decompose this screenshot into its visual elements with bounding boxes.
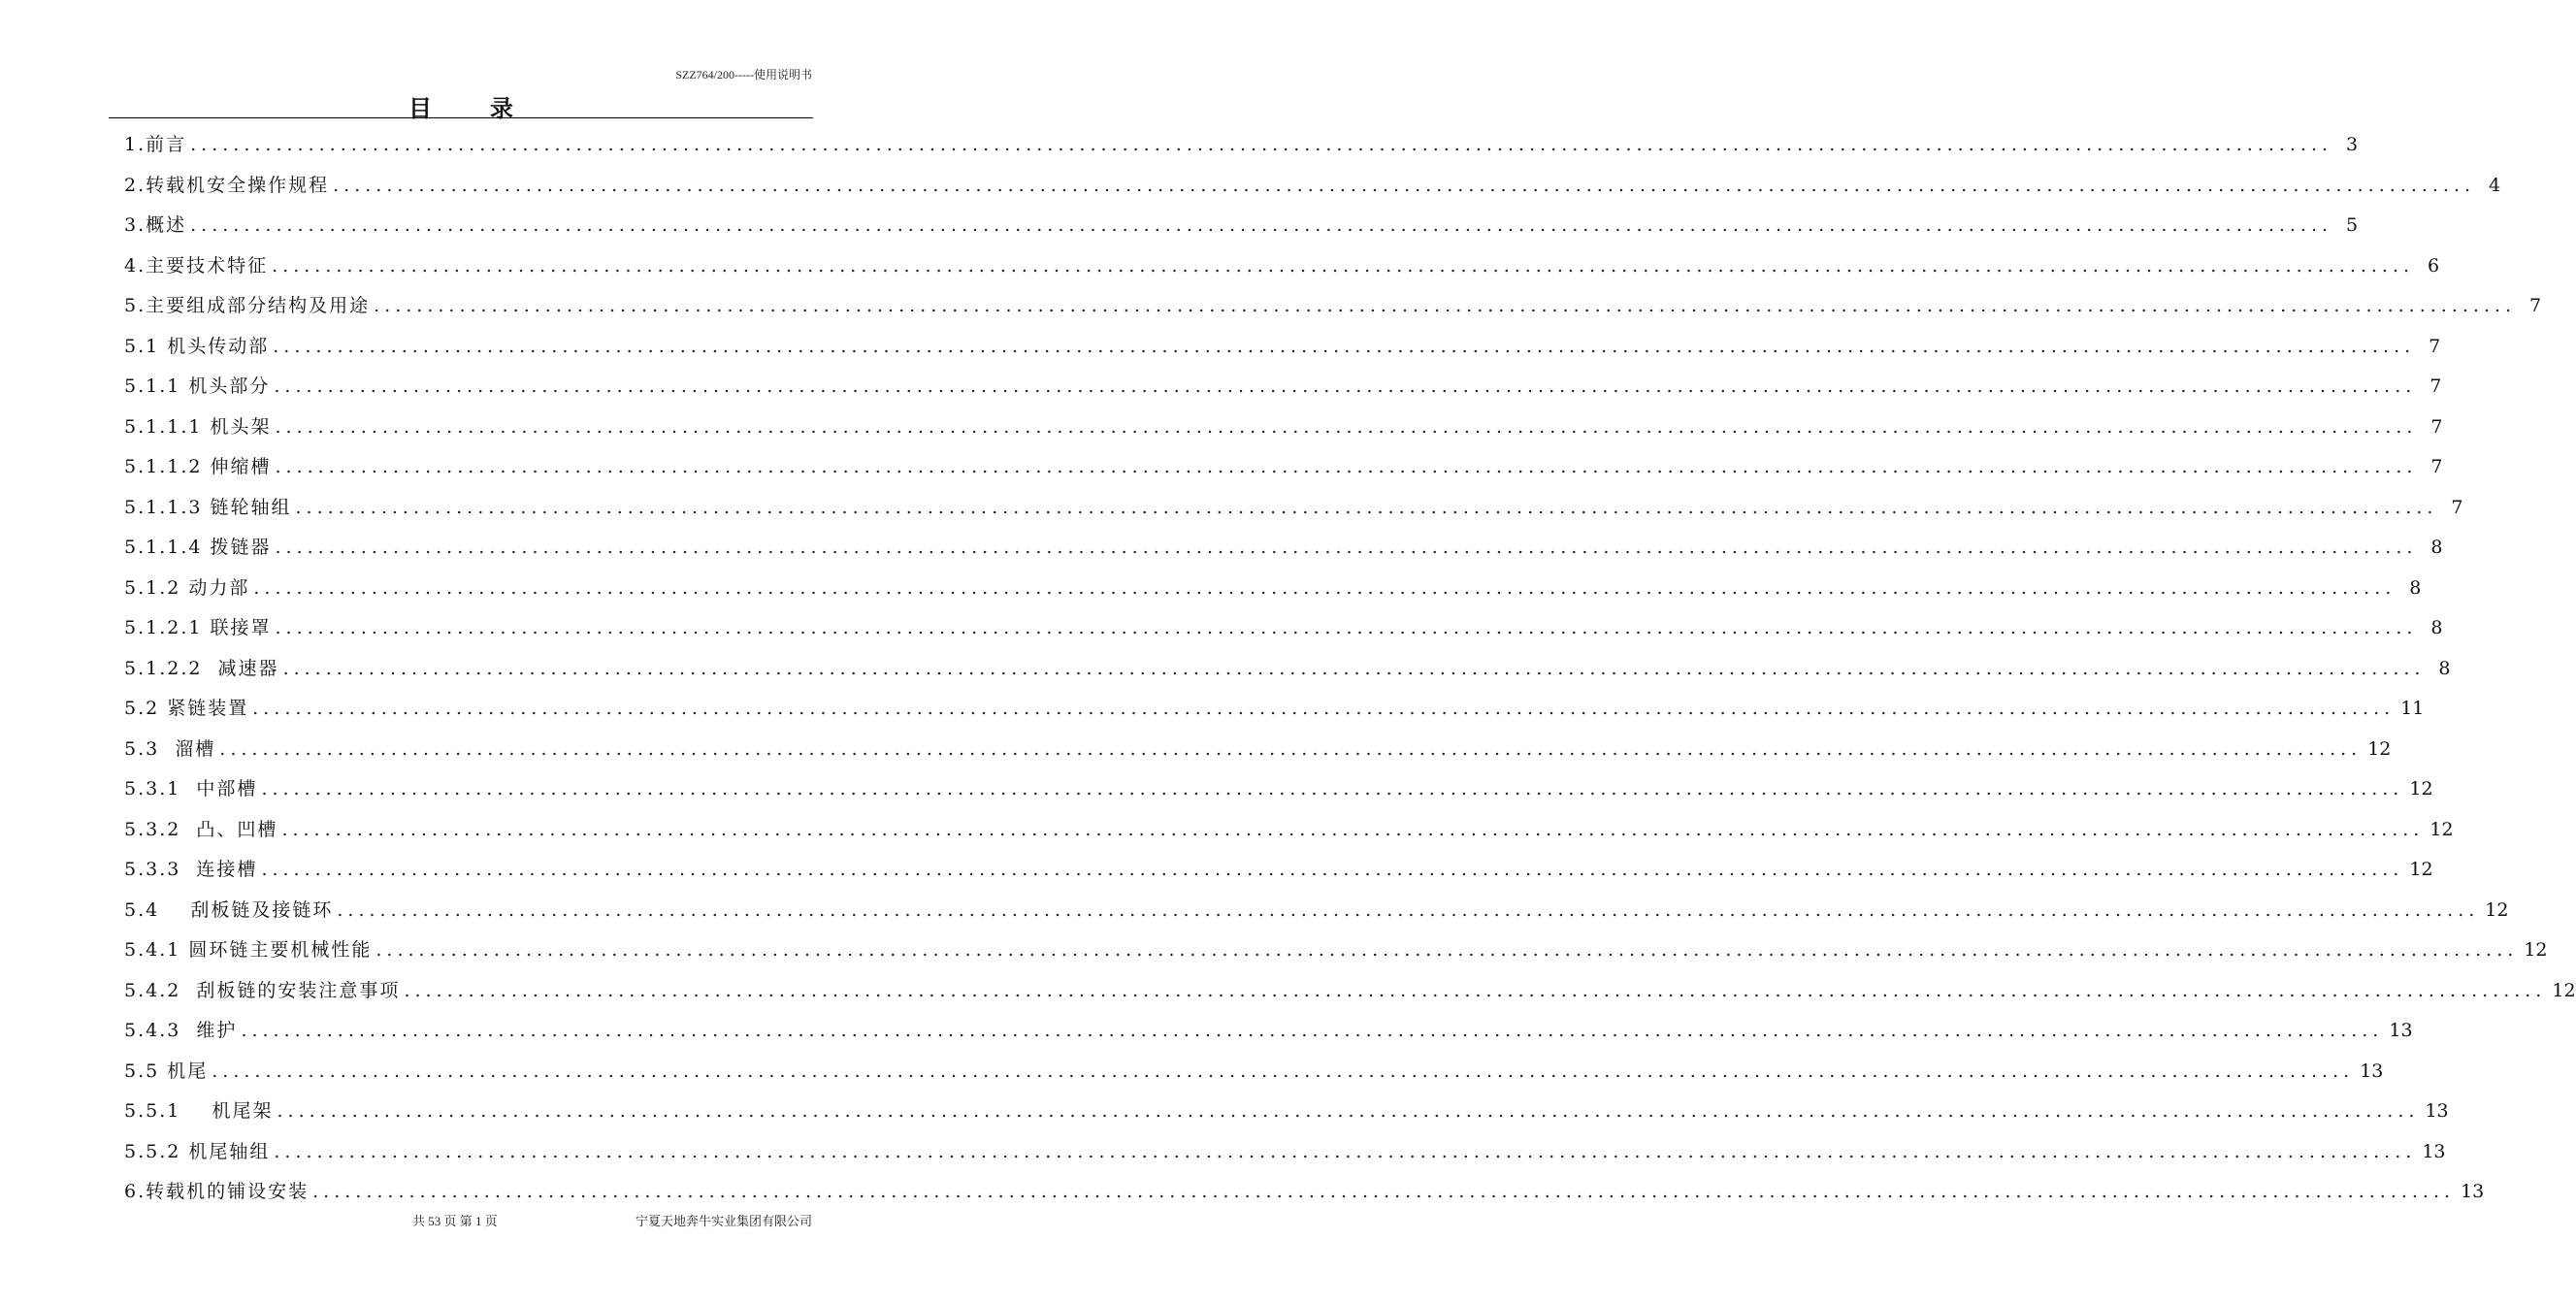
toc-entry[interactable] (124, 1011, 2413, 1052)
toc-leader-dots: ........................................................................................................................................................................................................ (261, 859, 2404, 880)
toc-entry-page: 12 (2367, 737, 2392, 760)
page-title: 目录 (408, 95, 571, 122)
toc-leader-dots: ........................................................................................................................................................................................................ (281, 818, 2425, 840)
toc-entry-label: 5.4.3 维护 (124, 1020, 238, 1041)
table-of-contents (124, 125, 2576, 1213)
toc-entry-page: 12 (2409, 778, 2433, 799)
toc-entry-label: 5.2 紧链装置 (124, 698, 249, 719)
toc-entry-page: 6 (2427, 254, 2440, 277)
toc-entry-label: 5.1.2.2 减速器 (124, 657, 279, 679)
toc-entry[interactable] (124, 649, 2451, 690)
toc-entry-label: 5.3.1 中部槽 (124, 778, 258, 799)
toc-leader-dots: ........................................................................................................................................................................................................ (337, 898, 2480, 921)
toc-leader-dots: ........................................................................................................................................................................................................ (274, 1140, 2417, 1162)
toc-entry-page: 7 (2528, 295, 2542, 316)
toc-leader-dots: ........................................................................................................................................................................................................ (275, 537, 2418, 558)
toc-entry[interactable] (124, 166, 2501, 207)
toc-entry-page: 12 (2485, 898, 2509, 921)
toc-entry-label: 2.转载机安全操作规程 (124, 174, 330, 196)
toc-entry-label: 3.概述 (124, 214, 187, 236)
toc-entry[interactable] (124, 930, 2548, 971)
toc-entry-label: 5.1.1.1 机头架 (124, 415, 272, 438)
toc-entry-page: 13 (2425, 1100, 2449, 1122)
toc-leader-dots: ........................................................................................................................................................................................................ (275, 415, 2418, 438)
toc-entry-label: 5.1.1.4 拨链器 (124, 537, 272, 558)
toc-entry[interactable] (124, 488, 2463, 529)
toc-leader-dots: ........................................................................................................................................................................................................ (275, 456, 2418, 477)
toc-leader-dots: ........................................................................................................................................................................................................ (190, 214, 2333, 236)
toc-entry-label: 5.5.1 机尾架 (124, 1100, 274, 1122)
toc-leader-dots: ........................................................................................................................................................................................................ (375, 939, 2519, 961)
company-name: 宁夏天地奔牛实业集团有限公司 (635, 1214, 812, 1228)
toc-entry-page: 7 (2451, 496, 2463, 518)
toc-entry[interactable] (124, 689, 2425, 730)
toc-entry-page: 8 (2409, 576, 2422, 599)
header-rule (109, 117, 813, 118)
toc-entry[interactable] (124, 569, 2422, 609)
toc-leader-dots: ........................................................................................................................................................................................................ (282, 657, 2426, 679)
toc-entry-page: 7 (2429, 375, 2442, 397)
toc-leader-dots: ........................................................................................................................................................................................................ (277, 1100, 2420, 1122)
toc-entry-label: 5.3.2 凸、凹槽 (124, 818, 278, 840)
toc-leader-dots: ........................................................................................................................................................................................................ (219, 737, 2363, 760)
toc-leader-dots: ........................................................................................................................................................................................................ (241, 1020, 2384, 1041)
toc-entry-label: 4.主要技术特征 (124, 254, 269, 277)
toc-entry-label: 5.4.2 刮板链的安装注意事项 (124, 979, 401, 1001)
toc-leader-dots: ........................................................................................................................................................................................................ (312, 1181, 2456, 1202)
toc-entry-label: 5.1 机头传动部 (124, 335, 270, 357)
toc-entry-label: 5.5 机尾 (124, 1060, 209, 1082)
toc-entry[interactable] (124, 850, 2433, 891)
toc-leader-dots: ........................................................................................................................................................................................................ (374, 295, 2517, 316)
toc-entry-label: 5.3 溜槽 (124, 737, 216, 760)
toc-entry-label: 1.前言 (124, 134, 187, 155)
toc-leader-dots: ........................................................................................................................................................................................................ (275, 617, 2418, 638)
toc-entry-page: 5 (2345, 214, 2359, 236)
toc-entry[interactable] (124, 1172, 2485, 1213)
toc-entry[interactable] (124, 528, 2443, 569)
toc-entry-label: 6.转载机的铺设安装 (124, 1181, 310, 1202)
toc-entry-page: 8 (2438, 657, 2451, 679)
toc-entry-page: 12 (2429, 818, 2454, 840)
toc-entry-page: 8 (2430, 617, 2443, 638)
toc-entry-label: 5.1.1.2 伸缩槽 (124, 456, 272, 477)
toc-entry-label: 5.4.1 圆环链主要机械性能 (124, 939, 373, 961)
toc-leader-dots: ........................................................................................................................................................................................................ (190, 134, 2333, 155)
document-reference: SZZ764/200-----使用说明书 (675, 68, 812, 82)
toc-entry[interactable] (124, 608, 2443, 649)
toc-entry-page: 12 (2409, 859, 2433, 880)
toc-leader-dots: ........................................................................................................................................................................................................ (261, 778, 2404, 799)
toc-entry[interactable] (124, 971, 2576, 1012)
toc-entry[interactable] (124, 730, 2392, 770)
toc-entry[interactable] (124, 286, 2542, 327)
toc-entry-label: 5.4 刮板链及接链环 (124, 898, 334, 921)
toc-entry[interactable] (124, 367, 2442, 408)
toc-leader-dots: ........................................................................................................................................................................................................ (212, 1060, 2355, 1082)
toc-entry-page: 3 (2345, 134, 2359, 155)
toc-entry-page: 13 (2422, 1140, 2446, 1162)
toc-entry[interactable] (124, 327, 2441, 368)
toc-entry-label: 5.3.3 连接槽 (124, 859, 258, 880)
toc-entry-page: 4 (2488, 174, 2501, 196)
toc-entry[interactable] (124, 408, 2443, 448)
toc-leader-dots: ........................................................................................................................................................................................................ (295, 496, 2438, 518)
toc-entry[interactable] (124, 1052, 2384, 1093)
toc-entry-label: 5.1.1.3 链轮轴组 (124, 496, 292, 518)
toc-entry-page: 7 (2429, 335, 2441, 357)
toc-leader-dots: ........................................................................................................................................................................................................ (272, 254, 2415, 277)
toc-leader-dots: ........................................................................................................................................................................................................ (404, 979, 2547, 1001)
toc-entry[interactable] (124, 1092, 2449, 1132)
toc-entry-label: 5.1.1 机头部分 (124, 375, 271, 397)
toc-entry-label: 5.主要组成部分结构及用途 (124, 295, 371, 316)
toc-entry-label: 5.1.2.1 联接罩 (124, 617, 272, 638)
toc-entry-page: 13 (2360, 1060, 2384, 1082)
page-count: 共 53 页 第 1 页 (412, 1214, 498, 1228)
toc-leader-dots: ........................................................................................................................................................................................................ (273, 335, 2416, 357)
toc-entry-page: 8 (2430, 537, 2443, 558)
toc-entry[interactable] (124, 810, 2454, 851)
toc-entry[interactable] (124, 447, 2443, 488)
toc-entry[interactable] (124, 1132, 2446, 1173)
toc-entry-page: 13 (2461, 1181, 2485, 1202)
toc-leader-dots: ........................................................................................................................................................................................................ (253, 576, 2397, 599)
toc-leader-dots: ........................................................................................................................................................................................................ (333, 174, 2476, 196)
toc-leader-dots: ........................................................................................................................................................................................................ (274, 375, 2417, 397)
toc-entry[interactable] (124, 891, 2509, 931)
toc-entry[interactable] (124, 769, 2433, 810)
toc-entry-page: 7 (2430, 415, 2443, 438)
toc-entry[interactable] (124, 246, 2440, 287)
toc-entry-page: 12 (2552, 979, 2576, 1001)
toc-entry-page: 7 (2430, 456, 2443, 477)
toc-leader-dots: ........................................................................................................................................................................................................ (252, 698, 2396, 719)
toc-entry-page: 11 (2400, 698, 2425, 719)
toc-entry-page: 13 (2389, 1020, 2413, 1041)
toc-entry[interactable] (124, 125, 2359, 166)
toc-entry-label: 5.1.2 动力部 (124, 576, 250, 599)
toc-entry[interactable] (124, 206, 2359, 246)
toc-entry-page: 12 (2524, 939, 2548, 961)
toc-entry-label: 5.5.2 机尾轴组 (124, 1140, 271, 1162)
